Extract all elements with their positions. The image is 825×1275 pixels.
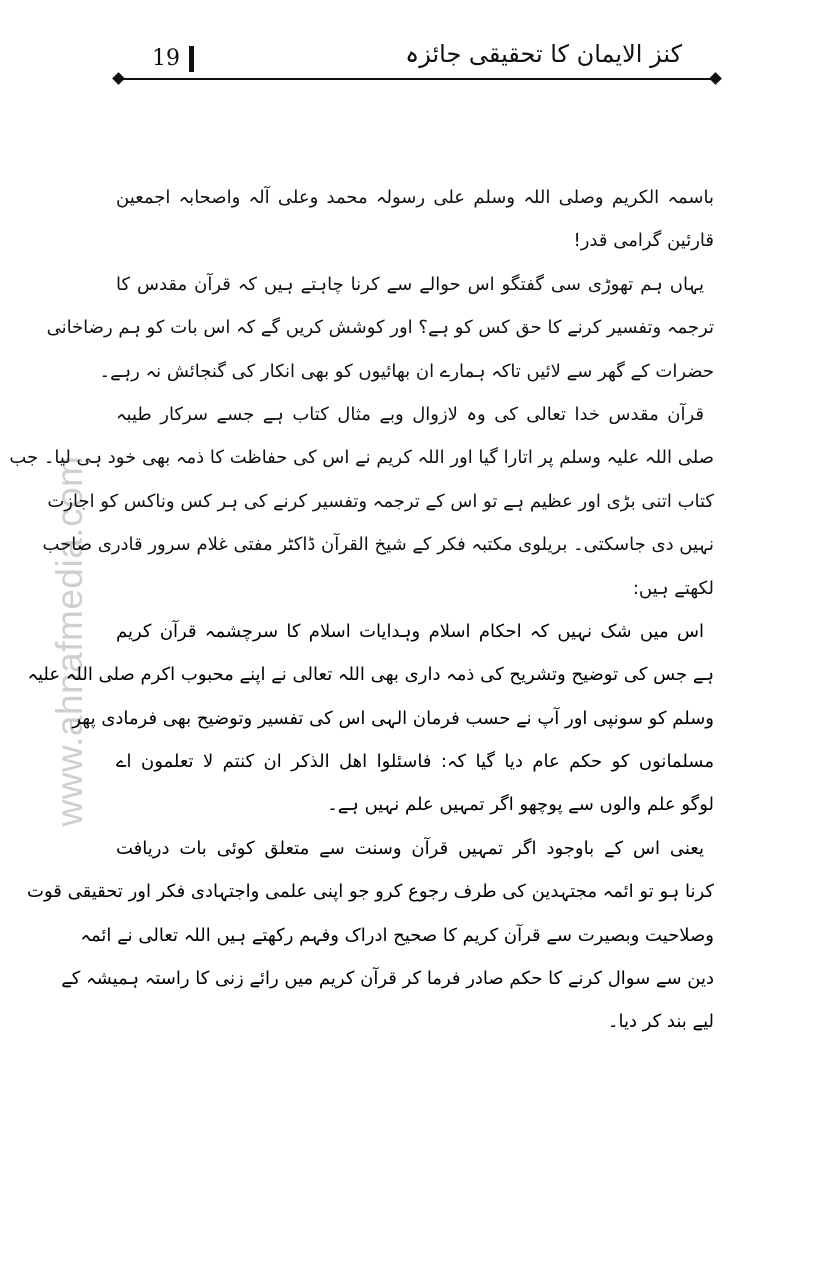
quote-line: لیے بند کر دیا۔ [607, 1011, 714, 1033]
page-header [112, 40, 722, 92]
paragraph-line: قرآن مقدس خدا تعالی کی وہ لازوال وبے مثال کتاب ہے جسے سرکار طیبہ [116, 403, 704, 425]
paragraph-line: نہیں دی جاسکتی۔ بریلوی مکتبہ فکر کے شیخ القرآن ڈاکٹر مفتی غلام سرور قادری صاحب [42, 534, 714, 556]
header-rule [120, 78, 714, 80]
quote-line: یعنی اس کے باوجود اگر تمہیں قرآن وسنت سے متعلق کوئی بات دریافت [116, 837, 704, 859]
paragraph-line: صلی اللہ علیہ وسلم پر اتارا گیا اور اللہ کریم نے اس کی حفاظت کا ذمہ بھی خود ہی لیا۔ جب [9, 447, 714, 469]
watermark-text: www.ahnafmedia.com [49, 455, 90, 827]
quote-line: مسلمانوں کو حکم عام دیا گیا کہ: فاسئلوا اھل الذکر ان کنتم لا تعلمون اے [116, 751, 714, 773]
quote-line: وسلم کو سونپی اور آپ نے حسب فرمان الہی اس کی تفسیر وتوضیح بھی فرمادی پھر [72, 707, 714, 729]
paragraph-line: لکھتے ہیں: [632, 577, 714, 599]
quote-line: لوگو علم والوں سے پوچھو اگر تمہیں علم نہیں ہے۔ [327, 794, 714, 816]
bismillah-line: باسمہ الکریم وصلی اللہ وسلم علی رسولہ محمد وعلی آلہ واصحابہ اجمعین [116, 187, 714, 208]
book-title: کنز الایمان کا تحقیقی جائزہ [405, 40, 682, 68]
paragraph-line: یہاں ہم تھوڑی سی گفتگو اس حوالے سے کرنا چاہتے ہیں کہ قرآن مقدس کا [116, 273, 704, 295]
paragraph-line: کتاب اتنی بڑی اور عظیم ہے تو اس کے ترجمہ وتفسیر کرنے کی ہر کس وناکس کو اجازت [47, 490, 714, 512]
paragraph-line: حضرات کے گھر سے لائیں تاکہ ہمارے ان بھائیوں کو بھی انکار کی گنجائش نہ رہے۔ [99, 360, 714, 382]
paragraph-line: ترجمہ وتفسیر کرنے کا حق کس کو ہے؟ اور کوشش کریں گے کہ اس بات کو ہم رضاخانی [46, 317, 714, 339]
page-number-bar [189, 46, 194, 72]
salutation-line: قارئین گرامی قدر! [573, 230, 714, 252]
quote-line: کرنا ہو تو ائمہ مجتہدین کی طرف رجوع کرو جو اپنی علمی واجتہادی فکر اور تحقیقی قوت [27, 881, 714, 903]
rule-right-diamond [709, 72, 722, 85]
quote-line: دین سے سوال کرنے کا حکم صادر فرما کر قرآن کریم میں رائے زنی کا راستہ ہمیشہ کے [61, 968, 714, 990]
quote-line: وصلاحیت وبصیرت سے قرآن کریم کا صحیح ادراک وفہم رکھتے ہیں اللہ تعالی نے ائمہ [80, 924, 714, 946]
quote-line: اس میں شک نہیں کہ احکام اسلام وہدایات اسلام کا سرچشمہ قرآن کریم [116, 620, 704, 642]
quote-line: ہے جس کی توضیح وتشریح کی ذمہ داری بھی اللہ تعالی نے اپنے محبوب اکرم صلی اللہ علیہ [27, 664, 714, 686]
page-number: 19 [152, 46, 180, 71]
